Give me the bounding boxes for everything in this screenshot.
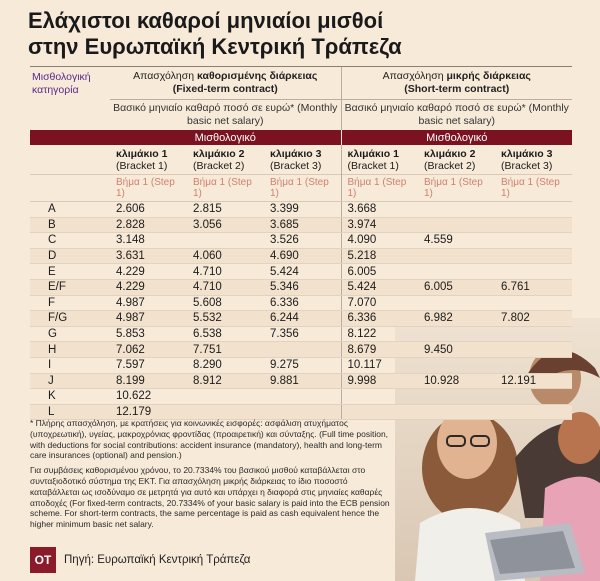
salary-cell: 8.290 <box>187 357 264 373</box>
category-cell: K <box>30 389 110 405</box>
salary-cell: 10.622 <box>110 389 187 405</box>
ot-logo: OT <box>30 547 56 573</box>
bracket-header: κλιμάκιο 1 (Bracket 1) <box>116 148 168 172</box>
salary-cell <box>341 389 418 405</box>
category-cell: E/F <box>30 279 110 295</box>
table-row <box>30 233 572 249</box>
salary-cell <box>495 404 572 420</box>
salary-cell: 9.275 <box>264 357 341 373</box>
bracket-header: κλιμάκιο 1 (Bracket 1) <box>341 145 418 175</box>
salary-cell: 4.559 <box>418 233 495 249</box>
salary-cell: 12.179 <box>110 404 187 420</box>
bracket-header: κλιμάκιο 2 (Bracket 2) <box>424 148 476 172</box>
salary-cell: 3.974 <box>341 217 418 233</box>
salary-cell <box>418 217 495 233</box>
salary-cell: 5.853 <box>110 326 187 342</box>
basic-salary-label-fixed: Βασικό μηνιαίο καθαρό ποσό σε ευρώ* (Monthly basic net salary) <box>110 100 341 131</box>
salary-cell <box>418 264 495 280</box>
salary-cell: 6.538 <box>187 326 264 342</box>
salary-cell: 2.815 <box>187 202 264 218</box>
salary-cell: 5.424 <box>264 264 341 280</box>
salary-cell: 6.336 <box>264 295 341 311</box>
salary-cell: 5.424 <box>341 279 418 295</box>
category-cell: A <box>30 202 110 218</box>
salary-cell <box>264 342 341 358</box>
salary-cell <box>495 217 572 233</box>
salary-cell: 9.450 <box>418 342 495 358</box>
fixed-term-header: Απασχόληση καθορισμένης διάρκειας (Fixed-term contract) <box>110 67 341 100</box>
bracket-row <box>30 145 572 175</box>
salary-cell: 6.005 <box>418 279 495 295</box>
salary-cell: 3.526 <box>264 233 341 249</box>
salary-cell: 2.606 <box>110 202 187 218</box>
salary-cell: 8.679 <box>341 342 418 358</box>
step-label: Βήμα 1 (Step 1) <box>187 175 264 202</box>
category-cell: I <box>30 357 110 373</box>
footnote-1: * Πλήρης απασχόληση, με κρατήσεις για κοινωνικές εισφορές: ασφάλιση ατυχήματος (υποχρεωτική), υγείας, μακροχρόνιας φροντίδας (προαιρετική) και σύνταξης. (Full time position, with deductions for social contributions: accident insurance (mandatory), health and long-term care insurances (optional) and pension.) <box>30 418 389 461</box>
salary-cell: 5.218 <box>341 248 418 264</box>
table-row <box>30 311 572 327</box>
category-cell: D <box>30 248 110 264</box>
salary-cell <box>264 389 341 405</box>
salary-cell <box>495 295 572 311</box>
salary-cell <box>495 248 572 264</box>
step-label: Βήμα 1 (Step 1) <box>341 175 418 202</box>
footnote-2: Για συμβάσεις καθορισμένου χρόνου, το 20.7334% του βασικού μισθού καταβάλλεται στο συνταξιοδοτικό σύστημα της ΕΚΤ. Για απασχόληση μικρής διάρκειας το ίδιο ποσοστό καταβάλλεται ως ισοδύναμο σε μετρητά για αυτό και υπάρχει η διαφορά στις μηνιαίες καθαρές αποδοχές (For fixed-term contracts, 20.7334% of your basic salary is paid into the ECB pension scheme. For short-term contracts, the same percentage is paid as cash equivalent hence the higher minimum basic net salary. <box>30 465 390 530</box>
footnotes <box>30 418 390 534</box>
salary-cell: 7.802 <box>495 311 572 327</box>
salary-cell: 4.987 <box>110 311 187 327</box>
salary-cell <box>418 202 495 218</box>
table-row <box>30 373 572 389</box>
category-cell: F/G <box>30 311 110 327</box>
salary-cell: 3.631 <box>110 248 187 264</box>
table-row <box>30 295 572 311</box>
table-row <box>30 279 572 295</box>
category-cell: L <box>30 404 110 420</box>
salary-cell: 6.336 <box>341 311 418 327</box>
salary-cell: 6.982 <box>418 311 495 327</box>
salary-cell <box>495 202 572 218</box>
page-title <box>28 8 402 60</box>
salary-cell: 8.912 <box>187 373 264 389</box>
salary-cell: 4.229 <box>110 264 187 280</box>
salary-cell: 3.399 <box>264 202 341 218</box>
salary-cell: 4.090 <box>341 233 418 249</box>
salary-cell: 3.668 <box>341 202 418 218</box>
salary-cell <box>187 389 264 405</box>
salary-cell: 7.597 <box>110 357 187 373</box>
category-cell: C <box>30 233 110 249</box>
salary-cell: 8.199 <box>110 373 187 389</box>
category-cell: G <box>30 326 110 342</box>
salary-cell: 7.070 <box>341 295 418 311</box>
salary-cell: 4.710 <box>187 264 264 280</box>
source-text: Πηγή: Ευρωπαϊκή Κεντρική Τράπεζα <box>64 554 251 566</box>
salary-cell: 2.828 <box>110 217 187 233</box>
category-header: Μισθολογική κατηγορία <box>30 67 110 131</box>
step-label: Βήμα 1 (Step 1) <box>264 175 341 202</box>
salary-cell <box>495 326 572 342</box>
salary-cell <box>495 357 572 373</box>
title-line-2: στην Ευρωπαϊκή Κεντρική Τράπεζα <box>28 34 402 59</box>
title-line-1: Ελάχιστοι καθαροί μηνιαίοι μισθοί <box>28 8 384 33</box>
salary-cell: 6.005 <box>341 264 418 280</box>
table-row <box>30 202 572 218</box>
category-cell: B <box>30 217 110 233</box>
scale-bar-short: Μισθολογικό <box>341 130 572 145</box>
bar-spacer <box>30 130 110 145</box>
table-row <box>30 342 572 358</box>
bracket-header: κλιμάκιο 2 (Bracket 2) <box>193 148 245 172</box>
bracket-header: κλιμάκιο 3 (Bracket 3) <box>501 148 553 172</box>
salary-cell <box>418 326 495 342</box>
table-row <box>30 326 572 342</box>
salary-cell: 3.056 <box>187 217 264 233</box>
salary-cell: 10.117 <box>341 357 418 373</box>
table-row <box>30 248 572 264</box>
table-row <box>30 217 572 233</box>
salary-cell <box>495 264 572 280</box>
salary-cell: 7.751 <box>187 342 264 358</box>
salary-cell: 12.191 <box>495 373 572 389</box>
footer <box>30 547 250 573</box>
salary-cell <box>495 233 572 249</box>
salary-table <box>30 66 572 420</box>
salary-cell: 6.244 <box>264 311 341 327</box>
salary-cell: 5.532 <box>187 311 264 327</box>
salary-cell <box>187 233 264 249</box>
bracket-header: κλιμάκιο 3 (Bracket 3) <box>270 148 322 172</box>
category-cell: E <box>30 264 110 280</box>
salary-cell: 7.356 <box>264 326 341 342</box>
category-cell: F <box>30 295 110 311</box>
salary-cell <box>495 342 572 358</box>
category-cell: H <box>30 342 110 358</box>
salary-cell: 9.998 <box>341 373 418 389</box>
salary-cell: 6.761 <box>495 279 572 295</box>
salary-cell: 4.690 <box>264 248 341 264</box>
scale-bar-fixed: Μισθολογικό <box>110 130 341 145</box>
salary-cell: 9.881 <box>264 373 341 389</box>
salary-cell: 5.346 <box>264 279 341 295</box>
short-term-header: Απασχόληση μικρής διάρκειας (Short-term contract) <box>341 67 572 100</box>
table-row <box>30 389 572 405</box>
salary-cell <box>418 295 495 311</box>
salary-cell <box>418 248 495 264</box>
salary-cell <box>495 389 572 405</box>
salary-cell: 3.685 <box>264 217 341 233</box>
salary-cell: 7.062 <box>110 342 187 358</box>
salary-cell: 4.229 <box>110 279 187 295</box>
step-row <box>30 175 572 202</box>
salary-cell: 3.148 <box>110 233 187 249</box>
table-row <box>30 264 572 280</box>
step-label: Βήμα 1 (Step 1) <box>418 175 495 202</box>
salary-cell: 8.122 <box>341 326 418 342</box>
salary-cell: 5.608 <box>187 295 264 311</box>
salary-cell: 4.060 <box>187 248 264 264</box>
salary-cell: 4.710 <box>187 279 264 295</box>
salary-cell <box>418 404 495 420</box>
salary-cell <box>418 357 495 373</box>
step-label: Βήμα 1 (Step 1) <box>110 175 187 202</box>
table-row <box>30 357 572 373</box>
basic-salary-label-short: Βασικό μηνιαίο καθαρό ποσό σε ευρώ* (Monthly basic net salary) <box>341 100 572 131</box>
salary-cell <box>418 389 495 405</box>
salary-cell: 10.928 <box>418 373 495 389</box>
salary-cell: 4.987 <box>110 295 187 311</box>
step-label: Βήμα 1 (Step 1) <box>495 175 572 202</box>
category-cell: J <box>30 373 110 389</box>
